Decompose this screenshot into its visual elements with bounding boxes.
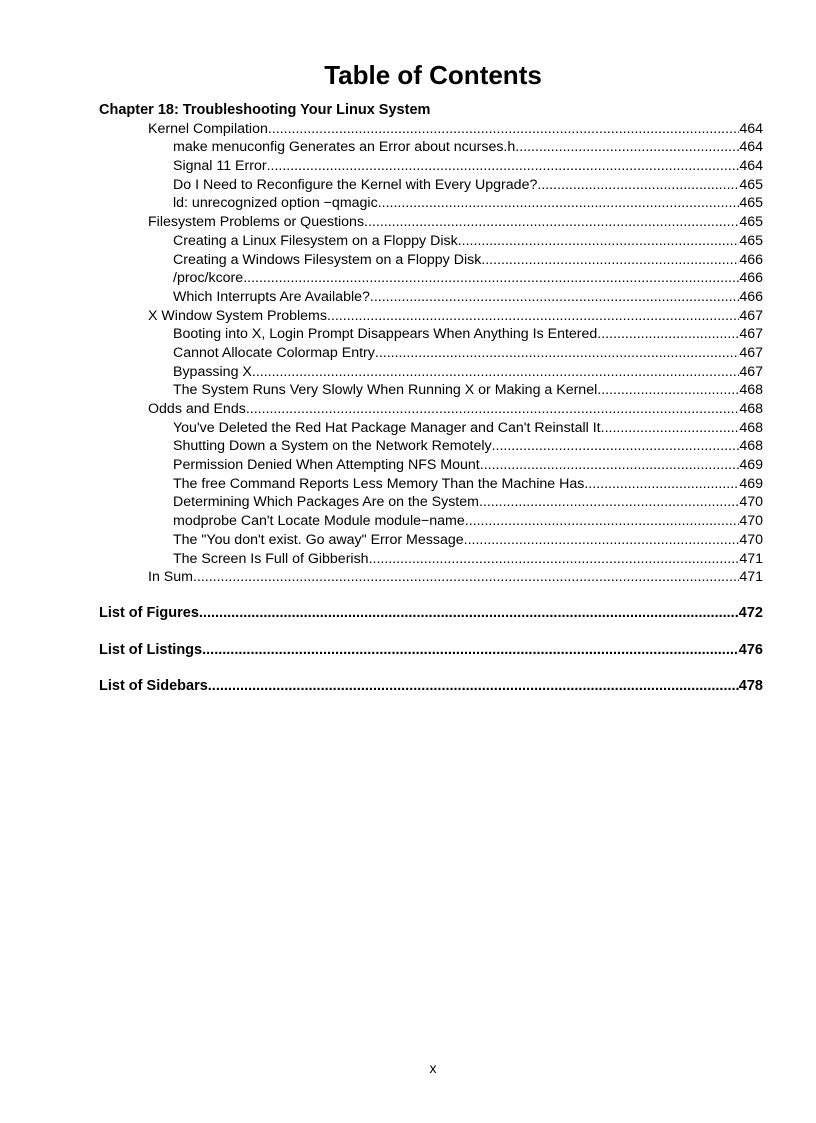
toc-entry-in-sum[interactable] [99, 568, 763, 587]
toc-entry-label: Signal 11 Error [173, 158, 267, 175]
toc-entry-page: 466 [739, 251, 763, 268]
toc-entry-page: 468 [739, 401, 763, 417]
dot-leader [268, 120, 739, 139]
dot-leader [515, 138, 739, 157]
dot-leader [369, 550, 740, 569]
dot-leader [252, 363, 739, 382]
dot-leader [481, 251, 739, 270]
toc-entry-label: make menuconfig Generates an Error about ncurses.h [173, 139, 516, 156]
toc-entry-page: 465 [739, 232, 763, 249]
toc-entry-label: List of Sidebars [99, 678, 208, 695]
toc-entry-label: List of Listings [99, 641, 203, 658]
toc-entry-page: 467 [739, 344, 763, 361]
page-title: Table of Contents [324, 60, 542, 90]
toc-entry-label: Shutting Down a System on the Network Remotely [173, 438, 492, 455]
toc-entry-deleted-rpm[interactable] [99, 419, 763, 438]
dot-leader [492, 437, 740, 456]
toc-entry-filesystem-problems[interactable] [99, 213, 763, 232]
toc-entry-free-command[interactable] [99, 475, 763, 494]
dot-leader [584, 475, 739, 494]
toc-entry-modprobe[interactable] [99, 512, 763, 531]
dot-leader [243, 269, 739, 288]
toc-entry-list-of-sidebars[interactable] [99, 677, 763, 696]
toc-entry-label: Cannot Allocate Colormap Entry [173, 344, 375, 361]
toc-entry-label: Determining Which Packages Are on the System [173, 494, 479, 511]
toc-entry-odds-and-ends[interactable] [99, 400, 763, 419]
toc-entry-page: 468 [739, 382, 763, 399]
dot-leader [480, 456, 740, 475]
toc-entry-page: 471 [739, 569, 763, 586]
dot-leader [465, 512, 740, 531]
toc-entry-page: 468 [739, 419, 763, 436]
dot-leader [458, 232, 740, 251]
toc-entry-page: 478 [738, 678, 763, 695]
toc-entry-label: In Sum [148, 569, 193, 586]
toc-entry-label: Which Interrupts Are Available? [173, 288, 370, 305]
toc-entry-reconfigure-kernel[interactable] [99, 176, 763, 195]
toc-entry-shutting-down-remotely[interactable] [99, 437, 763, 456]
page-number: x [429, 1060, 437, 1076]
toc-entry-page: 467 [739, 307, 763, 324]
toc-entry-page: 465 [739, 176, 763, 193]
toc-entry-page: 469 [739, 475, 763, 492]
toc-entry-page: 466 [739, 270, 763, 287]
toc-entry-label: modprobe Can't Locate Module module−name [173, 513, 465, 530]
toc-entry-label: Filesystem Problems or Questions [148, 214, 365, 231]
dot-leader [601, 419, 740, 438]
toc-entry-label: You've Deleted the Red Hat Package Manager and Can't Reinstall It [173, 419, 601, 436]
toc-entry-nfs-permission[interactable] [99, 456, 763, 475]
toc-entry-label: /proc/kcore [173, 270, 244, 287]
toc-entry-label: The Screen Is Full of Gibberish [173, 550, 369, 567]
toc-entry-page: 469 [739, 457, 763, 474]
toc-entry-label: Booting into X, Login Prompt Disappears When Anything Is Entered [173, 326, 598, 343]
toc-entry-you-dont-exist[interactable] [99, 531, 763, 550]
dot-leader [246, 400, 740, 419]
dot-leader [364, 213, 739, 232]
dot-leader [375, 344, 739, 363]
toc-entry-label: The "You don't exist. Go away" Error Message [173, 531, 464, 548]
dot-leader [193, 568, 739, 587]
dot-leader [597, 381, 739, 400]
dot-leader [370, 288, 739, 307]
toc-entry-label: Kernel Compilation [148, 120, 268, 137]
toc-entry-label: List of Figures [99, 604, 199, 621]
dot-leader [327, 307, 739, 326]
toc-entry-page: 465 [739, 214, 763, 231]
toc-entry-proc-kcore[interactable] [99, 269, 763, 288]
toc-entry-label: Bypassing X [173, 363, 252, 380]
toc-entry-page: 464 [739, 120, 763, 137]
dot-leader [537, 176, 739, 195]
toc-entry-runs-slowly[interactable] [99, 381, 763, 400]
toc-entry-label: Do I Need to Reconfigure the Kernel with Every Upgrade? [173, 176, 538, 193]
dot-leader [479, 493, 739, 512]
toc-entry-label: ld: unrecognized option −qmagic [173, 195, 378, 212]
toc-entry-page: 470 [739, 513, 763, 530]
toc-entry-page: 470 [739, 494, 763, 511]
toc-entry-login-prompt[interactable] [99, 325, 763, 344]
toc-entry-page: 465 [739, 195, 763, 212]
toc-entry-x-window-problems[interactable] [99, 307, 763, 326]
toc-entry-list-of-listings[interactable] [99, 641, 763, 660]
toc-entry-label: Odds and Ends [148, 401, 246, 417]
toc-entry-page: 467 [739, 363, 763, 380]
toc-entry-ld-qmagic[interactable] [99, 194, 763, 213]
toc-entry-page: 468 [739, 438, 763, 455]
dot-leader [208, 677, 739, 696]
toc-entry-page: 464 [739, 158, 763, 175]
toc-entry-label: The System Runs Very Slowly When Running X or Making a Kernel [173, 382, 598, 399]
toc-entry-page: 476 [738, 641, 763, 658]
toc-entry-page: 464 [739, 139, 763, 156]
toc-entry-label: The free Command Reports Less Memory Than the Machine Has [173, 475, 585, 492]
dot-leader [202, 641, 739, 660]
toc-entry-page: 470 [739, 531, 763, 548]
toc-entry-label: X Window System Problems [148, 307, 327, 324]
toc-entry-page: 471 [739, 550, 763, 567]
toc-entry-windows-floppy[interactable] [99, 251, 763, 270]
toc-entry-make-menuconfig[interactable] [99, 138, 763, 157]
toc-entry-kernel-compilation[interactable] [99, 120, 763, 139]
toc-entry-bypassing-x[interactable] [99, 363, 763, 382]
toc-entry-label: Creating a Linux Filesystem on a Floppy Disk [173, 232, 458, 249]
toc-entry-interrupts[interactable] [99, 288, 763, 307]
table-of-contents [99, 101, 763, 696]
toc-entry-page: 472 [738, 604, 763, 621]
chapter-heading: Chapter 18: Troubleshooting Your Linux System [99, 102, 431, 118]
dot-leader [597, 325, 739, 344]
toc-entry-page: 466 [739, 288, 763, 305]
toc-entry-colormap[interactable] [99, 344, 763, 363]
dot-leader [378, 194, 740, 213]
dot-leader [199, 604, 739, 623]
toc-entry-signal-11[interactable] [99, 157, 763, 176]
dot-leader [464, 531, 740, 550]
toc-entry-packages[interactable] [99, 493, 763, 512]
toc-entry-page: 467 [739, 326, 763, 343]
toc-entry-label: Creating a Windows Filesystem on a Floppy Disk [173, 251, 482, 268]
toc-entry-gibberish[interactable] [99, 550, 763, 569]
toc-entry-label: Permission Denied When Attempting NFS Mount [173, 457, 480, 474]
toc-entry-list-of-figures[interactable] [99, 604, 763, 623]
toc-entry-linux-floppy[interactable] [99, 232, 763, 251]
dot-leader [267, 157, 740, 176]
